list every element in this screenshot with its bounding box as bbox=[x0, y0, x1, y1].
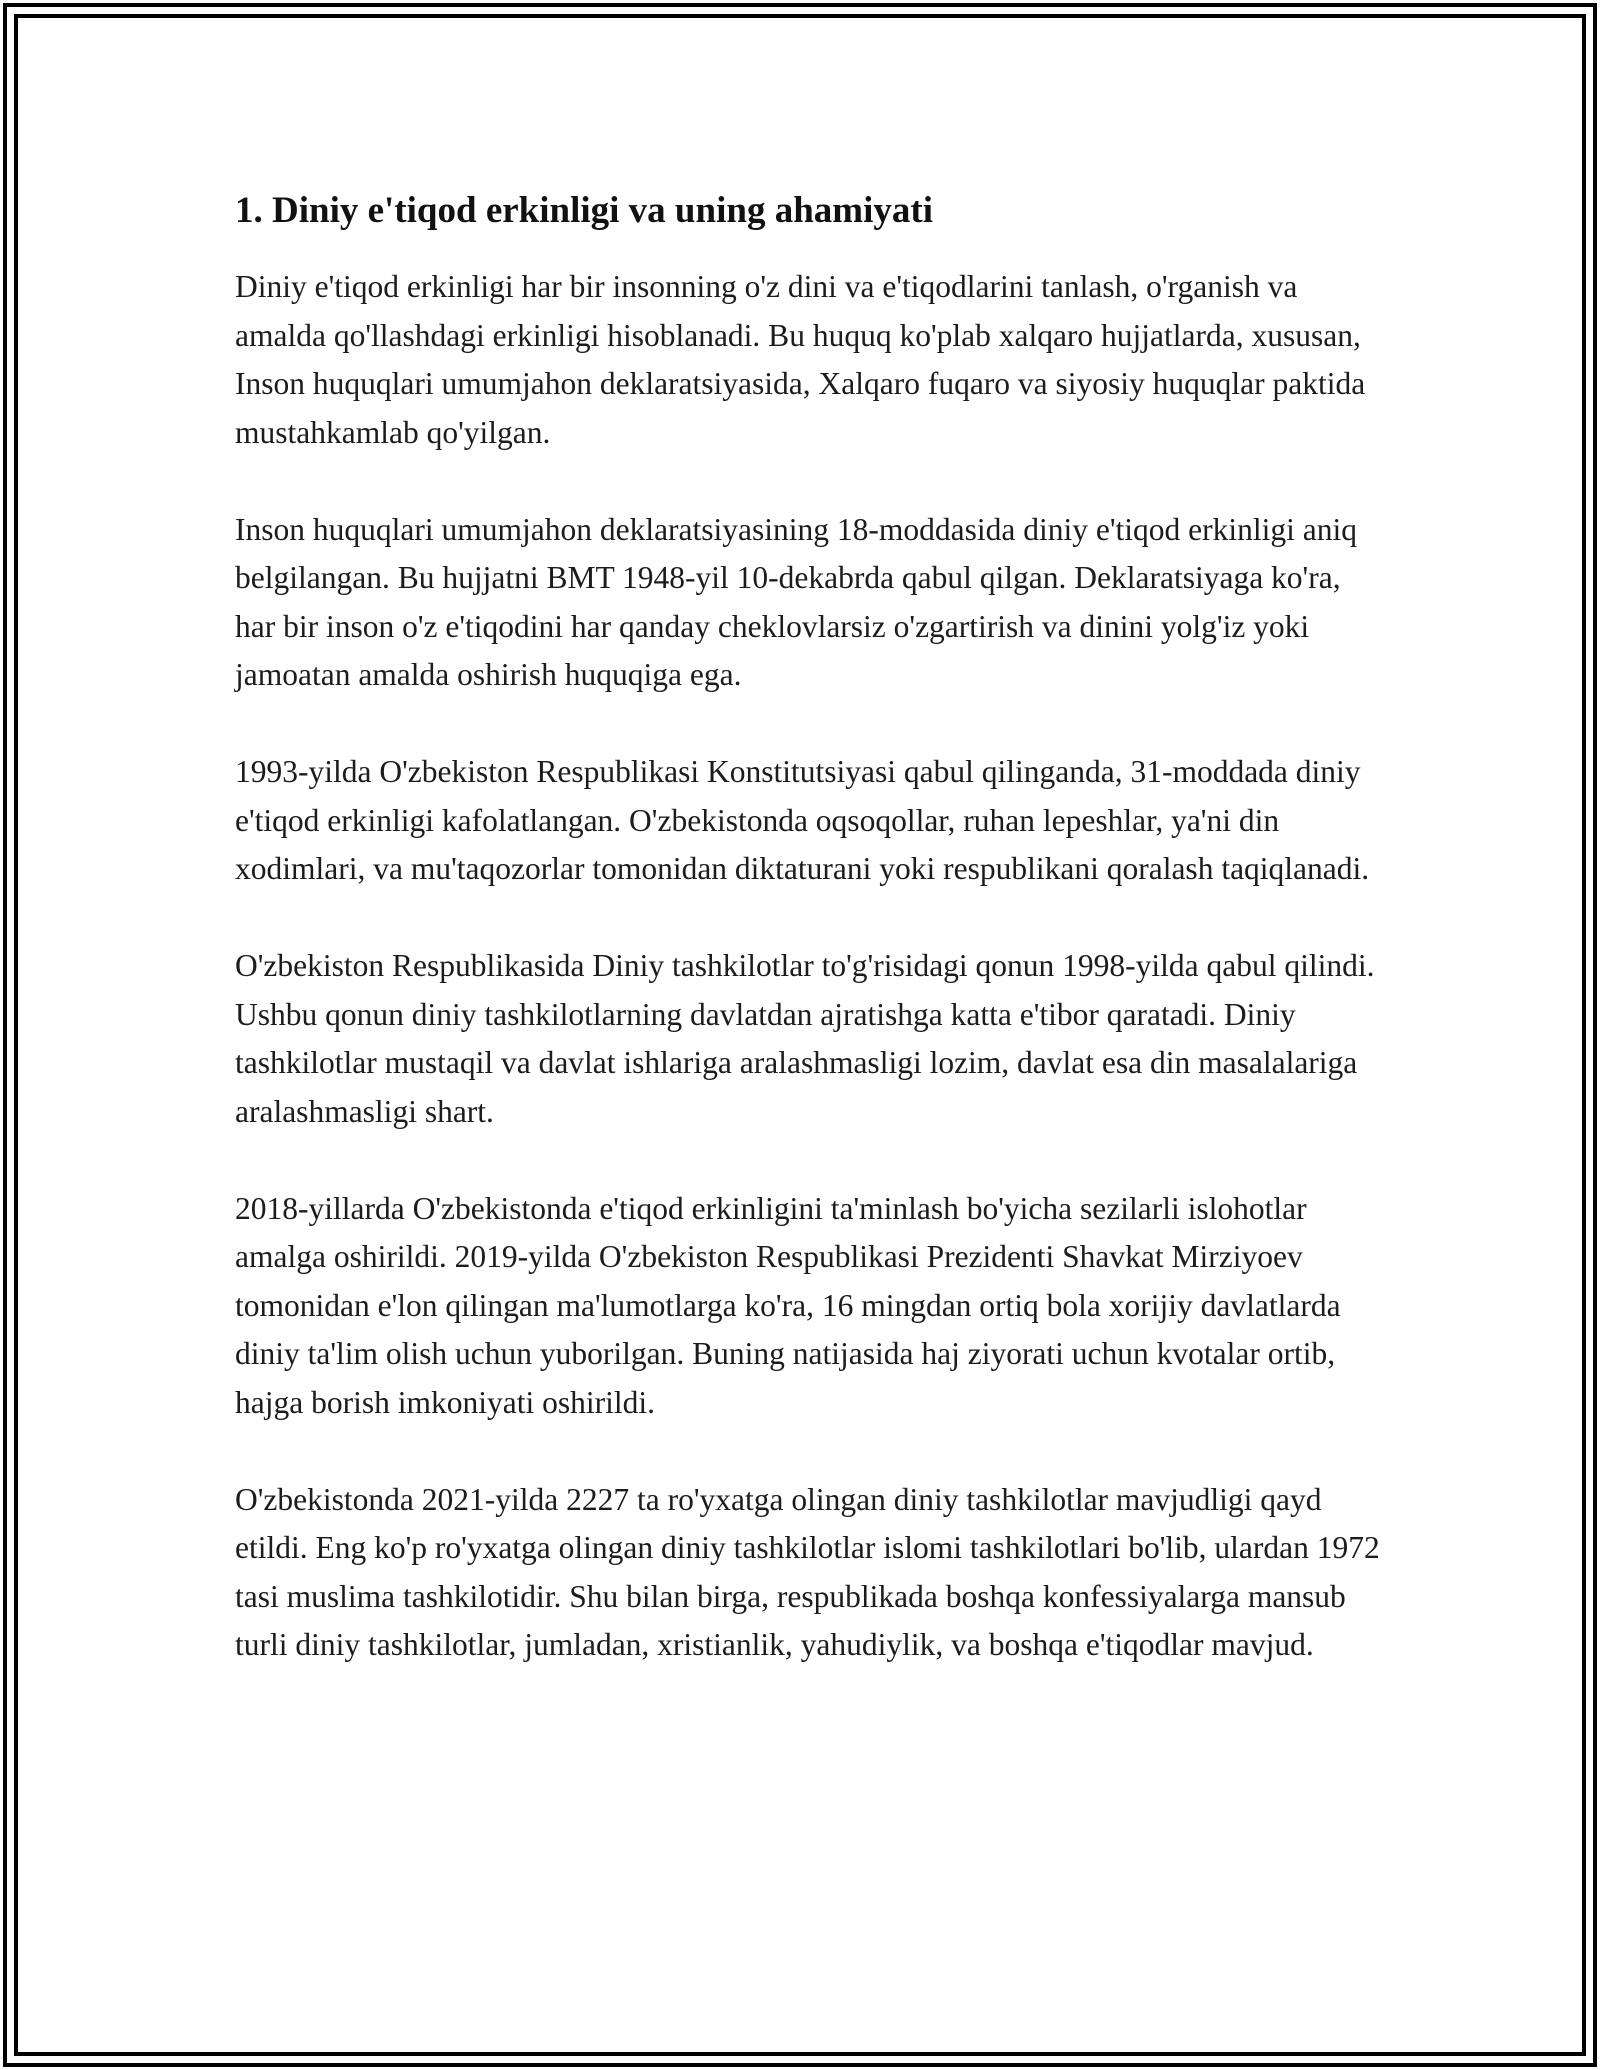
paragraph-law-1998: O'zbekiston Respublikasida Diniy tashkilotlar to'g'risidagi qonun 1998-yilda qabul qilindi. Ushbu qonun diniy tashkilotlarning davlatdan ajratishga katta e'tibor qaratadi. Diniy tashkilotlar mustaqil va davlat ishlariga aralashmasligi lozim, davlat esa din masalalariga aralashmasligi shart. bbox=[235, 948, 1375, 1129]
paragraph-declaration: Inson huquqlari umumjahon deklaratsiyasining 18-moddasida diniy e'tiqod erkinligi aniq belgilangan. Bu hujjatni BMT 1948-yil 10-dekabrda qabul qilgan. Deklaratsiyaga ko'ra, har bir inson o'z e'tiqodini har qanday cheklovlarsiz o'zgartirish va dinini yolg'iz yoki jamoatan amalda oshirish huquqiga ega. bbox=[235, 511, 1357, 692]
paragraph-reforms: 2018-yillarda O'zbekistonda e'tiqod erkinligini ta'minlash bo'yicha sezilarli islohotlar amalga oshirildi. 2019-yilda O'zbekiston Respublikasi Prezidenti Shavkat Mirziyoev tomonidan e'lon qilingan ma'lumotlarga ko'ra, 16 mingdan ortiq bola xorijiy davlatlarda diniy ta'lim olish uchun yuborilgan. Buning natijasida haj ziyorati uchun kvotalar ortib, hajga borish imkoniyati oshirildi. bbox=[235, 1190, 1341, 1420]
paragraph-organizations: O'zbekistonda 2021-yilda 2227 ta ro'yxatga olingan diniy tashkilotlar mavjudligi qayd etildi. Eng ko'p ro'yxatga olingan diniy tashkilotlar islomi tashkilotlari bo'lib, ulardan 1972 tasi muslima tashkilotidir. Shu bilan birga, respublikada boshqa konfessiyalarga mansub turli diniy tashkilotlar, jumladan, xristianlik, yahudiylik, va boshqa e'tiqodlar mavjud. bbox=[235, 1481, 1380, 1662]
paragraph-definition: Diniy e'tiqod erkinligi har bir insonning o'z dini va e'tiqodlarini tanlash, o'rganish va amalda qo'llashdagi erkinligi hisoblanadi. Bu huquq ko'plab xalqaro hujjatlarda, xususan, Inson huquqlari umumjahon deklaratsiyasida, Xalqaro fuqaro va siyosiy huquqlar paktida mustahkamlab qo'yilgan. bbox=[235, 269, 1366, 450]
paragraph-constitution: 1993-yilda O'zbekiston Respublikasi Konstitutsiyasi qabul qilinganda, 31-moddada diniy e'tiqod erkinligi kafolatlangan. O'zbekistonda oqsoqollar, ruhan lepeshlar, ya'ni din xodimlari, va mu'taqozorlar tomonidan diktaturani yoki respublikani qoralash taqiqlanadi. bbox=[235, 754, 1370, 886]
document-body bbox=[235, 187, 1385, 1718]
section-heading: 1. Diniy e'tiqod erkinligi va uning ahamiyati bbox=[235, 190, 933, 231]
